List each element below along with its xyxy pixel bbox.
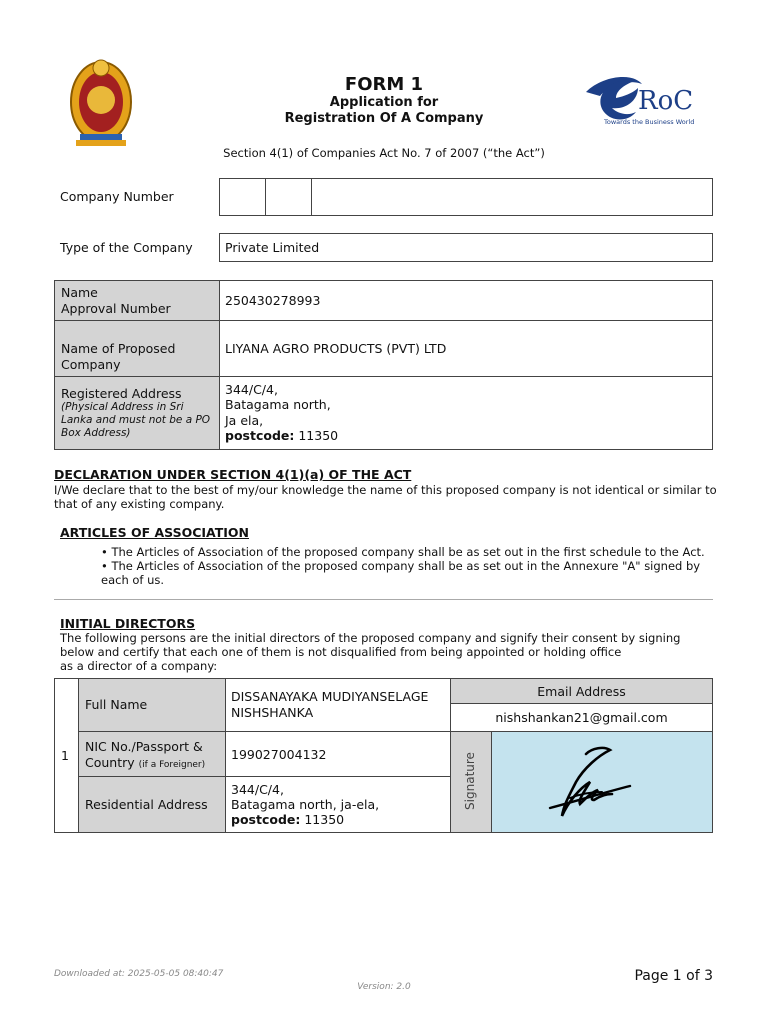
articles-item-2-line-1: • The Articles of Association of the proposed company shall be as set out in the Annexure "A" signed by (101, 559, 701, 573)
registered-address-label: Registered Address (61, 386, 182, 401)
articles-item-2-line-2: each of us. (101, 573, 165, 587)
residential-address-line-1: 344/C/4, (231, 782, 284, 797)
declaration-heading: DECLARATION UNDER SECTION 4(1)(a) OF THE ACT (54, 467, 412, 482)
residential-postcode-value: 11350 (304, 812, 345, 827)
nic-label-country: Country (85, 755, 135, 770)
declaration-line-2: that of any existing company. (54, 497, 225, 511)
articles-item-1: • The Articles of Association of the proposed company shall be as set out in the first schedule to the Act. (101, 545, 705, 559)
registered-address-note-3: Box Address) (61, 427, 131, 439)
nic-label-1: NIC No./Passport & (85, 739, 203, 754)
logo-text: RoC (638, 86, 694, 116)
name-approval-label-2: Approval Number (61, 301, 171, 316)
company-type-value: Private Limited (225, 240, 320, 255)
proposed-name-label-2: Company (61, 357, 121, 372)
full-name-line-1: DISSANAYAKA MUDIYANSELAGE (231, 689, 429, 704)
form-title: FORM 1 (344, 74, 424, 95)
company-type-label: Type of the Company (60, 240, 193, 255)
email-value: nishshankan21@gmail.com (495, 710, 668, 725)
page-number: Page 1 of 3 (634, 968, 713, 984)
directors-intro-1: The following persons are the initial directors of the proposed company and signify their consent by signing (60, 631, 681, 645)
name-approval-value: 250430278993 (225, 293, 321, 308)
declaration-line-1: I/We declare that to the best of my/our knowledge the name of this proposed company is not identical or similar to (54, 483, 717, 497)
company-number-field[interactable] (219, 178, 713, 216)
registered-address-line-2: Batagama north, (225, 397, 331, 412)
full-name-label: Full Name (85, 697, 148, 712)
download-timestamp: Downloaded at: 2025-05-05 08:40:47 (54, 969, 224, 979)
residential-address-line-2: Batagama north, ja-ela, (231, 797, 380, 812)
nic-value: 199027004132 (231, 747, 327, 762)
registered-address-line-1: 344/C/4, (225, 382, 278, 397)
nic-label-2 (85, 755, 205, 770)
residential-postcode-label: postcode: (231, 812, 301, 827)
signature-label: Signature (463, 752, 477, 810)
directors-intro-2: below and certify that each one of them is not disqualified from being appointed or holding office (60, 645, 622, 659)
version-label: Version: 2.0 (357, 982, 411, 992)
directors-heading: INITIAL DIRECTORS (60, 616, 196, 631)
logo-tagline: Towards the Business World (604, 118, 695, 126)
nic-label-note: (if a Foreigner) (138, 760, 206, 770)
section-reference: Section 4(1) of Companies Act No. 7 of 2007 (“the Act”) (223, 146, 545, 160)
residential-postcode (231, 812, 344, 827)
registered-postcode (225, 428, 338, 443)
section-divider (54, 599, 713, 600)
signature-image (540, 742, 640, 824)
director-row-number: 1 (61, 748, 69, 763)
form-subtitle-1: Application for (329, 95, 439, 110)
form-subtitle-2: Registration Of A Company (284, 111, 484, 126)
registered-postcode-label: postcode: (225, 428, 295, 443)
email-label: Email Address (537, 684, 626, 699)
name-approval-label-1: Name (61, 285, 98, 300)
registered-address-note-1: (Physical Address in Sri (61, 401, 184, 413)
proposed-name-label-1: Name of Proposed (61, 341, 176, 356)
registered-address-line-3: Ja ela, (225, 413, 264, 428)
directors-intro-3: as a director of a company: (60, 659, 218, 673)
company-number-label: Company Number (60, 189, 174, 204)
residential-address-label: Residential Address (85, 797, 208, 812)
full-name-line-2: NISHSHANKA (231, 705, 314, 720)
registered-postcode-value: 11350 (298, 428, 339, 443)
registered-address-note-2: Lanka and must not be a PO (61, 414, 211, 426)
proposed-name-value: LIYANA AGRO PRODUCTS (PVT) LTD (225, 341, 447, 356)
articles-heading: ARTICLES OF ASSOCIATION (60, 525, 250, 540)
